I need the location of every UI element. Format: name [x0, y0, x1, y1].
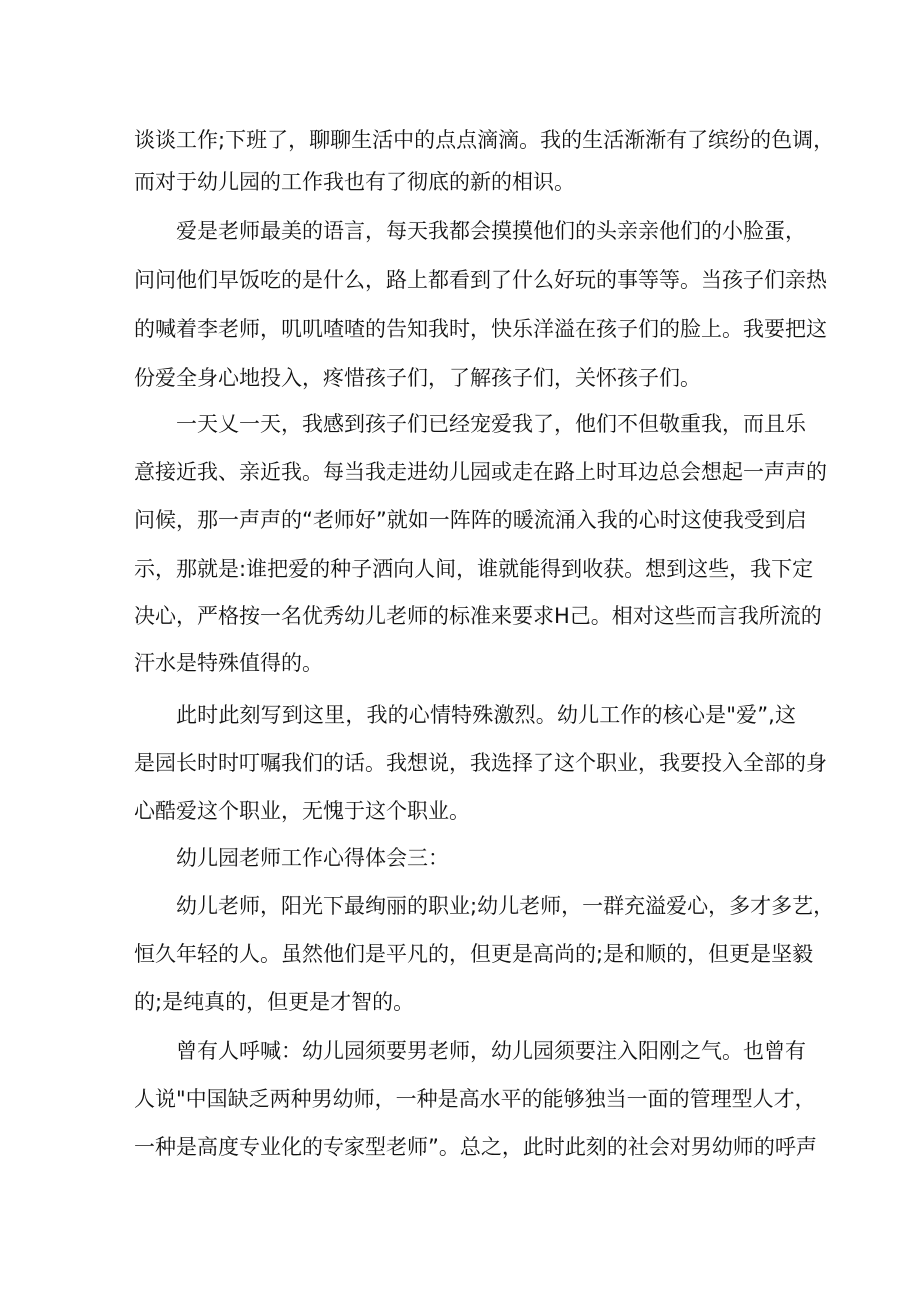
- paragraph-line: 是园长时时叮嘱我们的话。我想说，我选择了这个职业，我要投入全部的身: [134, 751, 827, 775]
- text-line: [0, 1127, 920, 1167]
- paragraph-line: 一种是高度专业化的专家型老师”。总之，此时此刻的社会对男幼师的呼声: [134, 1135, 817, 1159]
- text-line: [0, 452, 920, 492]
- paragraph-line: 人说"中国缺乏两种男幼师，一种是高水平的能够独当一面的管理型人才，: [134, 1087, 816, 1111]
- paragraph-line: 汗水是特殊值得的。: [134, 651, 323, 675]
- paragraph-line: 恒久年轻的人。虽然他们是平凡的，但更是高尚的;是和顺的，但更是坚毅: [134, 942, 814, 966]
- paragraph-line: 示，那就是:谁把爱的种子洒向人间，谁就能得到收获。想到这些，我下定: [134, 557, 814, 581]
- text-line: [0, 886, 920, 926]
- text-line: [0, 743, 920, 783]
- paragraph-line: 问问他们早饭吃的是什么，路上都看到了什么好玩的事等等。当孩子们亲热: [134, 268, 827, 292]
- paragraph-line: 问候，那一声声的“老师好”就如一阵阵的暖流涌入我的心时这使我受到启: [134, 508, 807, 532]
- paragraph-line: 曾有人呼喊：幼儿园须要男老师，幼儿园须要注入阳刚之气。也曾有: [176, 1039, 806, 1063]
- text-line: [0, 260, 920, 300]
- paragraph-line: 的;是纯真的，但更是才智的。: [134, 990, 415, 1014]
- text-line: [0, 695, 920, 735]
- paragraph-line: 意接近我、亲近我。每当我走进幼儿园或走在路上时耳边总会想起一声声的: [134, 460, 827, 484]
- text-line: [0, 211, 920, 251]
- text-line: [0, 982, 920, 1022]
- paragraph-line: 一天乂一天，我感到孩子们已经宠爱我了，他们不但敬重我，而且乐: [176, 412, 806, 436]
- paragraph-line: 的喊着李老师，叽叽喳喳的告知我时，快乐洋溢在孩子们的脸上。我要把这: [134, 317, 827, 341]
- text-line: [0, 1031, 920, 1071]
- text-line: [0, 1079, 920, 1119]
- paragraph-line: 份爱全身心地投入，疼惜孩子们，了解孩子们，关怀孩子们。: [134, 366, 701, 390]
- text-line: [0, 162, 920, 202]
- paragraph-line: 而对于幼儿园的工作我也有了彻底的新的相识。: [134, 170, 575, 194]
- text-line: [0, 404, 920, 444]
- text-line: [0, 309, 920, 349]
- paragraph-line: 决心，严格按一名优秀幼儿老师的标准来要求H己。相对这些而言我所流的: [134, 604, 822, 628]
- section-heading: 幼儿园老师工作心得体会三：: [176, 846, 449, 870]
- paragraph-line: 此时此刻写到这里，我的心情特殊激烈。幼儿工作的核心是"爱”,这: [176, 703, 796, 727]
- paragraph-line: 心酷爱这个职业，无愧于这个职业。: [134, 799, 470, 823]
- text-line: [0, 643, 920, 683]
- text-line: [0, 358, 920, 398]
- text-line: [0, 500, 920, 540]
- text-line: [0, 596, 920, 636]
- paragraph-line: 谈谈工作;下班了，聊聊生活中的点点滴滴。我的生活渐渐有了缤纷的色调，: [134, 128, 835, 152]
- paragraph-line: 幼儿老师，阳光下最绚丽的职业;幼儿老师，一群充溢爱心，多才多艺，: [176, 894, 835, 918]
- text-line: [0, 934, 920, 974]
- text-line: [0, 120, 920, 160]
- text-line: [0, 549, 920, 589]
- section-heading-line: [0, 838, 920, 878]
- text-line: [0, 791, 920, 831]
- paragraph-line: 爱是老师最美的语言，每天我都会摸摸他们的头亲亲他们的小脸蛋，: [176, 219, 806, 243]
